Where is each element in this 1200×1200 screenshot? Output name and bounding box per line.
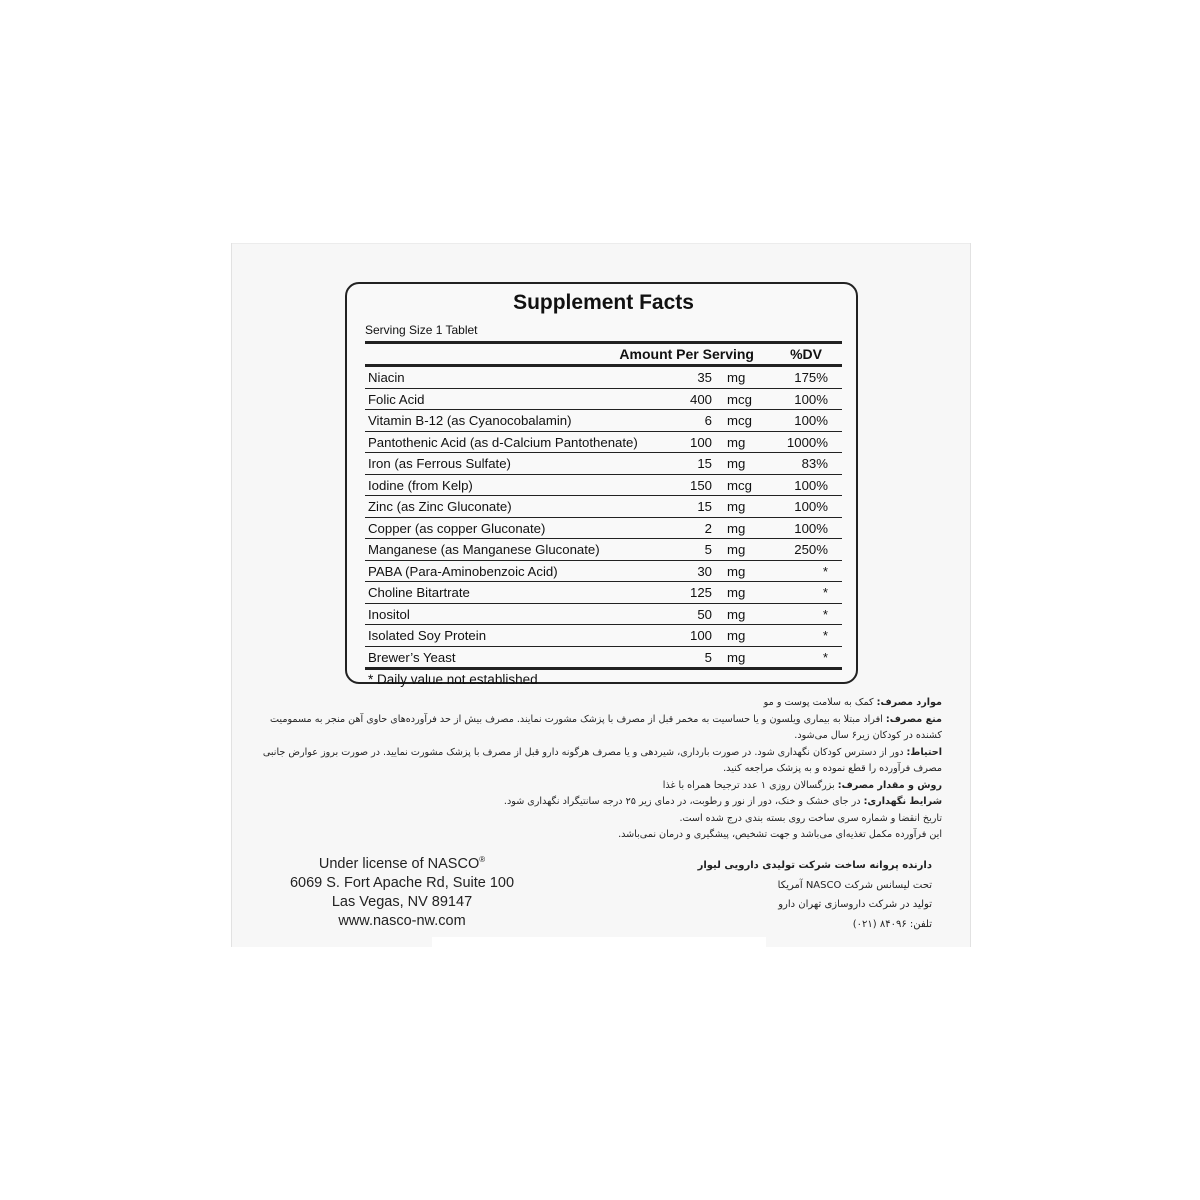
nutrient-dv: 100% — [794, 520, 828, 536]
facts-header — [365, 341, 842, 367]
nutrient-name: Brewer’s Yeast — [368, 649, 456, 665]
contra-label: منع مصرف: — [885, 713, 942, 725]
license-line — [272, 850, 532, 874]
address-city: Las Vegas, NV 89147 — [331, 893, 473, 910]
nutrient-dv: 100% — [794, 477, 828, 493]
facts-row — [365, 389, 842, 411]
nutrient-name: Folic Acid — [368, 391, 425, 407]
facts-row — [365, 453, 842, 475]
storage-text: در جای خشک و خنک، دور از نور و رطوبت، در دمای زیر ۲۵ درجه سانتیگراد نگهداری شود. — [503, 796, 864, 807]
nutrient-amount: 100 — [689, 434, 712, 450]
nutrient-unit: mg — [727, 628, 746, 643]
nutrient-dv: * — [822, 606, 828, 622]
uses-line — [262, 695, 942, 712]
nutrient-name: Choline Bitartrate — [368, 585, 470, 600]
nutrient-name: Niacin — [368, 370, 405, 385]
nutrient-unit: mcg — [727, 477, 752, 493]
nutrient-dv: 83% — [801, 456, 828, 471]
nutrient-amount: 150 — [689, 477, 712, 493]
facts-row — [365, 625, 842, 647]
nutrient-unit: mg — [727, 563, 746, 579]
header-dv: %DV — [790, 346, 822, 362]
nutrient-amount: 5 — [704, 649, 712, 665]
facts-row — [365, 432, 842, 454]
nutrient-unit: mg — [727, 542, 746, 557]
facts-row — [365, 518, 842, 540]
facts-row — [365, 561, 842, 583]
address-street: 6069 S. Fort Apache Rd, Suite 100 — [289, 874, 515, 891]
nutrient-name: Manganese (as Manganese Gluconate) — [368, 542, 600, 557]
nutrient-dv: * — [822, 649, 828, 665]
persian-maker-block — [620, 856, 932, 934]
nutrient-name: PABA (Para-Aminobenzoic Acid) — [368, 563, 558, 579]
nutrient-name: Pantothenic Acid (as d-Calcium Pantothenate) — [368, 434, 638, 450]
box-notch — [432, 937, 766, 951]
nutrient-dv: 1000% — [786, 434, 828, 450]
nutrient-unit: mcg — [727, 391, 752, 407]
maker-line-2: تحت لیسانس شرکت NASCO آمریکا — [777, 879, 932, 891]
header-amount: Amount Per Serving — [619, 346, 754, 362]
facts-row — [365, 647, 842, 671]
nutrient-unit: mg — [727, 499, 746, 514]
facts-row — [365, 539, 842, 561]
nutrient-name: Iron (as Ferrous Sulfate) — [368, 456, 511, 471]
nutrient-dv: 100% — [794, 413, 828, 428]
facts-row — [365, 475, 842, 497]
dosage-text: بزرگسالان روزی ۱ عدد ترجیحا همراه با غذا — [662, 779, 838, 791]
facts-row — [365, 604, 842, 626]
facts-row — [365, 367, 842, 389]
nutrient-dv: 175% — [794, 370, 828, 385]
caution-text: دور از دسترس کودکان نگهداری شود. در صورت بارداری، شیردهی و یا مصرف هرگونه دارو قبل از مصرف با پزشک مشورت نمایید. در صورت بروز عوارض جانبی مصرف فرآورده را قطع نموده و به پزشک مراجعه کنید. — [262, 746, 942, 774]
nutrient-amount: 125 — [689, 585, 712, 600]
nutrient-unit: mg — [727, 456, 746, 471]
contra-text: افراد مبتلا به بیماری ویلسون و یا حساسیت به مخمر قبل از مصرف با پزشک مشورت نمایند. مصرف بیش از حد فرآورده‌های حاوی آهن منجر به مسمومیت کشنده در کودکان زیر۶ سال می‌شود. — [270, 713, 942, 741]
nutrient-unit: mg — [727, 649, 746, 665]
contra-line — [262, 712, 942, 745]
nutrient-amount: 6 — [704, 413, 712, 428]
maker-phone: تلفن: ۸۴۰۹۶ (۰۲۱) — [852, 918, 932, 930]
facts-title: Supplement Facts — [513, 291, 694, 314]
nutrient-unit: mg — [727, 434, 746, 450]
nutrient-unit: mg — [727, 370, 746, 385]
storage-label: شرایط نگهداری: — [863, 796, 942, 807]
nutrient-dv: * — [822, 585, 828, 600]
nutrient-dv: * — [822, 628, 828, 643]
dosage-label: روش و مقدار مصرف: — [837, 779, 942, 791]
nutrient-unit: mcg — [727, 413, 752, 428]
license-text: Under license of NASCO — [318, 855, 480, 872]
nutrient-name: Isolated Soy Protein — [368, 628, 487, 643]
nutrient-dv: * — [822, 563, 828, 579]
nutrient-amount: 2 — [704, 520, 712, 536]
facts-row — [365, 496, 842, 518]
nutrient-dv: 100% — [794, 499, 828, 514]
persian-instructions — [262, 695, 942, 844]
maker-line-1 — [620, 856, 932, 876]
nutrient-amount: 35 — [697, 370, 712, 385]
uses-label: موارد مصرف: — [876, 697, 942, 708]
nutrient-unit: mg — [727, 520, 746, 536]
nutrient-name: Iodine (from Kelp) — [368, 477, 473, 493]
website-link[interactable]: www.nasco-nw.com — [338, 912, 466, 929]
facts-row — [365, 582, 842, 604]
nutrient-amount: 15 — [697, 499, 712, 514]
dosage-line — [262, 778, 942, 795]
nutrient-name: Zinc (as Zinc Gluconate) — [368, 499, 512, 514]
maker-name: دارنده پروانه ساخت شرکت تولیدی دارویی لیوار — [697, 860, 932, 871]
uses-text: کمک به سلامت پوست و مو — [763, 697, 877, 708]
license-block — [272, 850, 532, 931]
expiry-line: تاریخ انقضا و شماره سری ساخت روی بسته بندی درج شده است. — [679, 812, 942, 824]
box-edge — [232, 243, 970, 244]
disclaimer-line: این فرآورده مکمل تغذیه‌ای می‌باشد و جهت تشخیص، پیشگیری و درمان نمی‌باشد. — [618, 829, 942, 840]
nutrient-name: Inositol — [368, 606, 410, 622]
caution-label: احتیاط: — [906, 746, 942, 758]
facts-row — [365, 410, 842, 432]
registered-mark: ® — [479, 855, 486, 864]
nutrient-dv: 250% — [794, 542, 828, 557]
nutrient-amount: 5 — [704, 542, 712, 557]
facts-rows — [365, 367, 842, 670]
nutrient-unit: mg — [727, 606, 746, 622]
supplement-facts-panel — [345, 282, 858, 687]
nutrient-name: Copper (as copper Gluconate) — [368, 520, 546, 536]
caution-line — [262, 745, 942, 778]
nutrient-unit: mg — [727, 585, 746, 600]
nutrient-amount: 400 — [689, 391, 712, 407]
nutrient-amount: 100 — [689, 628, 712, 643]
nutrient-amount: 50 — [697, 606, 712, 622]
maker-line-3: تولید در شرکت داروسازی تهران دارو — [778, 899, 932, 910]
nutrient-amount: 30 — [697, 563, 712, 579]
nutrient-amount: 15 — [697, 456, 712, 471]
nutrient-name: Vitamin B-12 (as Cyanocobalamin) — [368, 413, 572, 428]
nutrient-dv: 100% — [794, 391, 828, 407]
storage-line — [262, 794, 942, 811]
facts-footnote: * Daily value not established — [368, 672, 538, 687]
serving-size: Serving Size 1 Tablet — [365, 323, 478, 337]
